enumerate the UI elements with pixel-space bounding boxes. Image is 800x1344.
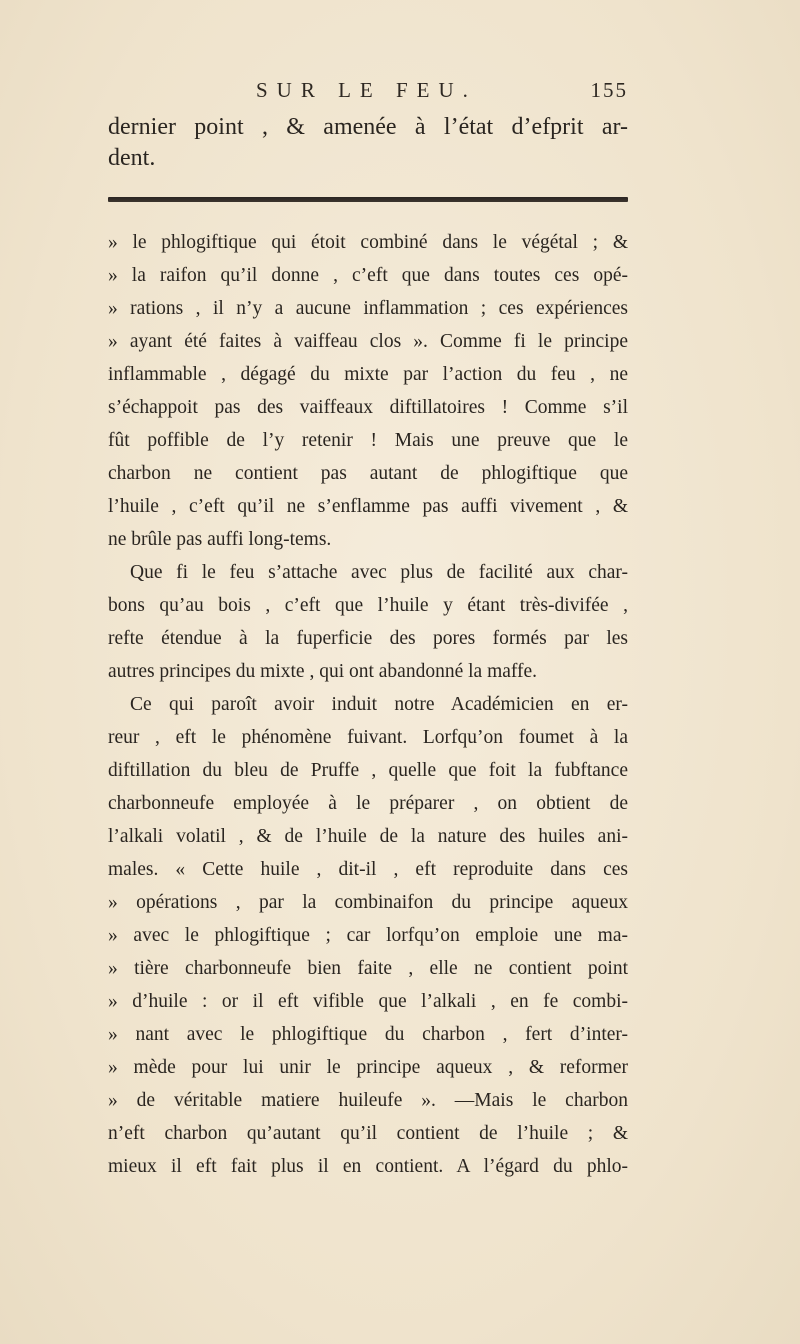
text-line: » ayant été faites à vaiffeau clos ». Comme fi le principe: [108, 331, 628, 352]
text-line: » la raifon qu’il donne , c’eft que dans toutes ces opé-: [108, 265, 628, 286]
text-line: Ce qui paroît avoir induit notre Académicien en er-: [130, 694, 628, 715]
text-line: » mède pour lui unir le principe aqueux , & reformer: [108, 1057, 628, 1078]
text-line: s’échappoit pas des vaiffeaux diftillatoires ! Comme s’il: [108, 397, 628, 418]
text-line: n’eft charbon qu’autant qu’il contient de l’huile ; &: [108, 1123, 628, 1144]
text-line: charbon ne contient pas autant de phlogiftique que: [108, 463, 628, 484]
body-text: [108, 226, 628, 1183]
text-line: charbonneufe employée à le préparer , on obtient de: [108, 793, 628, 814]
text-line: inflammable , dégagé du mixte par l’action du feu , ne: [108, 364, 628, 385]
text-line: dernier point , & amenée à l’état d’efprit ar-: [108, 114, 628, 140]
opening-paragraph: [108, 112, 628, 174]
text-line: autres principes du mixte , qui ont abandonné la maffe.: [108, 661, 538, 682]
page-number: 155: [590, 78, 628, 102]
text-line: » de véritable matiere huileufe ». —Mais le charbon: [108, 1090, 628, 1111]
text-line: males. « Cette huile , dit-il , eft reproduite dans ces: [108, 859, 628, 880]
section-divider: [108, 197, 628, 202]
text-line: l’alkali volatil , & de l’huile de la nature des huiles ani-: [108, 826, 628, 847]
text-line: Que fi le feu s’attache avec plus de facilité aux char-: [130, 562, 628, 583]
text-line: » avec le phlogiftique ; car lorfqu’on emploie une ma-: [108, 925, 628, 946]
text-line: ne brûle pas auffi long-tems.: [108, 529, 332, 550]
text-line: fût poffible de l’y retenir ! Mais une preuve que le: [108, 430, 628, 451]
text-line: » le phlogiftique qui étoit combiné dans le végétal ; &: [108, 232, 628, 253]
text-line: » rations , il n’y a aucune inflammation ; ces expériences: [108, 298, 628, 319]
text-line: » opérations , par la combinaifon du principe aqueux: [108, 892, 628, 913]
text-line: » d’huile : or il eft vifible que l’alkali , en fe combi-: [108, 991, 628, 1012]
text-line: l’huile , c’eft qu’il ne s’enflamme pas auffi vivement , &: [108, 496, 628, 517]
text-line: reur , eft le phénomène fuivant. Lorfqu’on foumet à la: [108, 727, 628, 748]
text-line: bons qu’au bois , c’eft que l’huile y étant très-divifée ,: [108, 595, 628, 616]
text-line: refte étendue à la fuperficie des pores formés par les: [108, 628, 628, 649]
text-line: » nant avec le phlogiftique du charbon , fert d’inter-: [108, 1024, 628, 1045]
text-line: mieux il eft fait plus il en contient. A l’égard du phlo-: [108, 1156, 628, 1177]
running-head: [108, 78, 628, 108]
running-title: SUR LE FEU.: [256, 78, 477, 102]
text-line: dent.: [108, 145, 156, 171]
text-line: » tière charbonneufe bien faite , elle ne contient point: [108, 958, 628, 979]
text-line: diftillation du bleu de Pruffe , quelle que foit la fubftance: [108, 760, 628, 781]
